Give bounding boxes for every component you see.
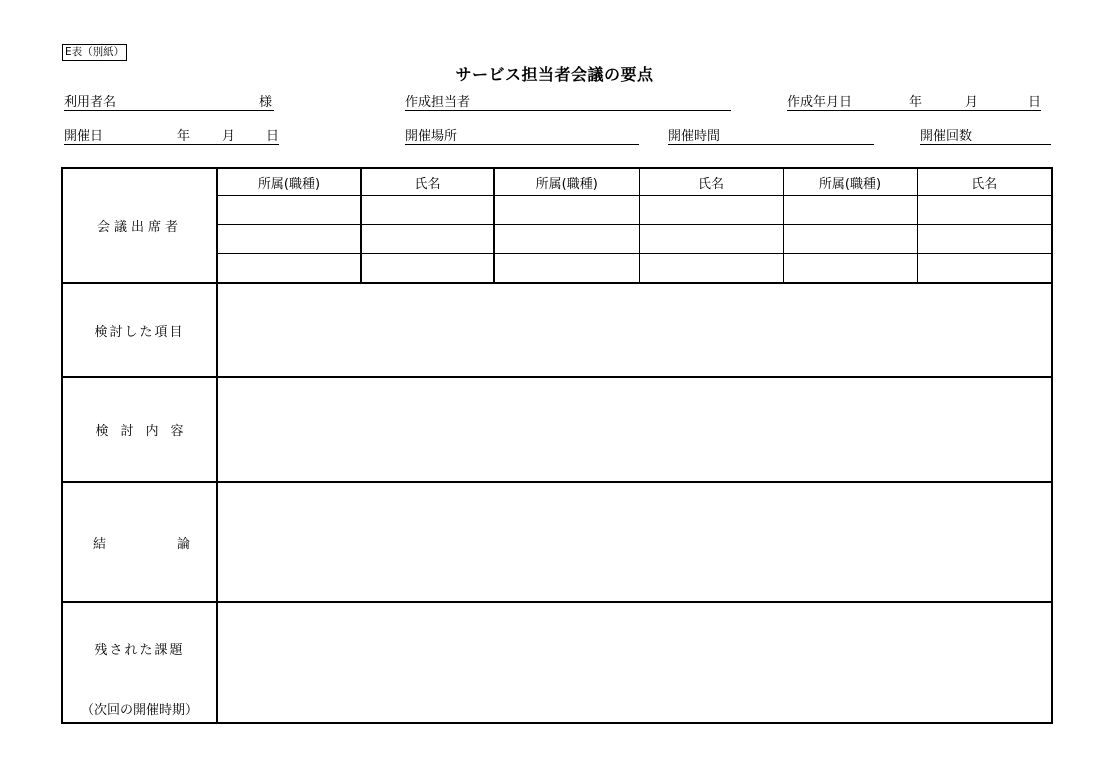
meeting-date-label: 開催日 [64,129,104,144]
meeting-day-label: 日 [266,129,280,144]
column-header: 所属(職種) [783,168,917,196]
discussion-content-cell[interactable] [217,377,1052,482]
column-header: 氏名 [917,168,1052,196]
form-code-box [62,44,127,61]
attendee-affiliation-cell[interactable] [217,196,361,225]
attendee-affiliation-cell[interactable] [217,225,361,254]
document-title: サービス担当者会議の要点 [455,65,654,84]
created-year-label: 年 [909,95,923,110]
attendee-affiliation-cell[interactable] [494,225,639,254]
attendee-name-cell[interactable] [639,196,783,225]
remaining-issues-row [62,602,1052,723]
count-field[interactable] [920,144,1051,145]
discussion-label: 検討内容 [95,424,196,439]
count-label: 開催回数 [920,129,973,144]
attendee-name-cell[interactable] [917,225,1052,254]
attendee-name-cell[interactable] [917,196,1052,225]
remaining-issues-content-cell[interactable] [217,602,1052,723]
attendee-name-cell[interactable] [361,196,494,225]
conclusion-content-cell[interactable] [217,482,1052,602]
column-header: 所属(職種) [494,168,639,196]
attendee-name-cell[interactable] [639,225,783,254]
attendee-affiliation-cell[interactable] [783,196,917,225]
column-header: 氏名 [361,168,494,196]
attendee-affiliation-cell[interactable] [217,254,361,284]
meeting-summary-table [61,167,1053,724]
time-field[interactable] [668,144,874,145]
attendee-affiliation-cell[interactable] [783,225,917,254]
attendee-name-cell[interactable] [639,254,783,284]
remaining-label-cell [62,602,217,723]
honorific-label: 様 [259,95,273,110]
attendee-affiliation-cell[interactable] [494,254,639,284]
attendee-name-cell[interactable] [917,254,1052,284]
created-month-label: 月 [965,95,979,110]
attendee-affiliation-cell[interactable] [494,196,639,225]
attendee-name-cell[interactable] [361,225,494,254]
user-name-field[interactable] [64,110,274,111]
place-label: 開催場所 [405,129,458,144]
created-date-label: 作成年月日 [787,95,853,110]
attendees-label: 会議出席者 [96,220,182,235]
conclusion-row [62,482,1052,602]
place-field[interactable] [405,144,639,145]
topics-row [62,283,1052,377]
column-header: 所属(職種) [217,168,361,196]
attendee-header-row [62,168,1052,196]
time-label: 開催時間 [668,129,721,144]
discussion-row [62,377,1052,482]
conclusion-label-cell [62,482,217,602]
conclusion-label-left: 結 [93,536,107,552]
attendee-name-cell[interactable] [361,254,494,284]
topics-label-cell [62,283,217,377]
attendee-affiliation-cell[interactable] [783,254,917,284]
meeting-year-label: 年 [177,129,191,144]
topics-content-cell[interactable] [217,283,1052,377]
meeting-date-field[interactable] [64,144,279,145]
discussion-label-cell [62,377,217,482]
next-meeting-label: （次回の開催時期） [80,703,198,718]
attendees-label-cell [62,168,217,283]
created-day-label: 日 [1028,95,1042,110]
author-label: 作成担当者 [405,95,471,110]
created-date-field[interactable] [787,110,1041,111]
form-code: E表（別紙） [65,46,125,58]
meeting-month-label: 月 [222,129,236,144]
author-field[interactable] [405,110,731,111]
conclusion-label-right: 論 [176,536,190,552]
remaining-issues-label: 残された課題 [94,643,185,658]
topics-label: 検討した項目 [94,324,185,340]
column-header: 氏名 [639,168,783,196]
user-name-label: 利用者名 [64,95,117,110]
